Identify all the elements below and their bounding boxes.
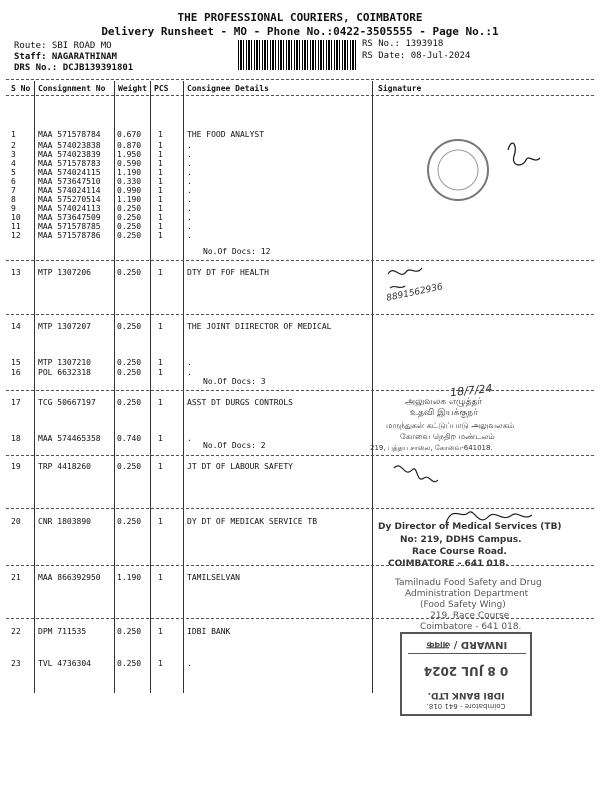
cell-sno: 10 [11,213,21,222]
inward-stamp-bank: IDBI BANK LTD. [427,690,505,700]
cell-cn: MAA 574024113 [38,204,101,213]
cell-wt: 0.250 [117,268,142,277]
cell-cn: MTP 1307206 [38,268,91,277]
cell-wt: 0.250 [117,358,142,367]
cell-sno: 21 [11,573,21,582]
signature-stroke-icon [394,466,438,482]
cell-cn: MAA 866392950 [38,573,101,582]
cell-details: IDBI BANK [187,627,231,636]
cell-sno: 4 [11,159,16,168]
cell-details: THE JOINT DIIRECTOR OF MEDICAL [187,322,332,331]
food-stamp-line: (Food Safety Wing) [420,600,506,610]
signature-stroke-icon [388,268,422,274]
cell-details: . [187,231,192,240]
cell-details: . [187,150,192,159]
cell-wt: 0.250 [117,213,142,222]
round-seal-icon [428,140,488,200]
food-stamp-line: Tamilnadu Food Safety and Drug [395,578,542,588]
tamil-stamp-line: உதவி இயக்குநர் [410,408,478,418]
cell-cn: MAA 573647509 [38,213,101,222]
cell-details: DY DT OF MEDICAK SERVICE TB [187,517,318,526]
cell-cn: MAA 574465358 [38,434,101,443]
cell-pcs: 1 [158,517,163,526]
cell-wt: 0.990 [117,186,142,195]
cell-wt: 1.190 [117,195,142,204]
cell-cn: MAA 573647510 [38,177,101,186]
col-signature: Signature [378,84,422,93]
col-consignment: Consignment No [38,84,106,93]
cell-cn: MAA 574024114 [38,186,101,195]
column-divider [114,81,115,693]
cell-sno: 2 [11,141,16,150]
cell-cn: MAA 571578783 [38,159,101,168]
cell-wt: 0.250 [117,222,142,231]
cell-wt: 0.250 [117,627,142,636]
cell-sno: 14 [11,322,21,331]
cell-pcs: 1 [158,368,163,377]
cell-details: . [187,659,192,668]
cell-cn: POL 6632318 [38,368,91,377]
cell-details: . [187,159,192,168]
handwritten-phone: 8891562936 [385,282,444,304]
inward-stamp-date: 0 8 JUL 2024 [423,664,509,678]
cell-details: . [187,213,192,222]
cell-pcs: 1 [158,659,163,668]
cell-wt: 0.250 [117,322,142,331]
cell-pcs: 1 [158,159,163,168]
column-divider [372,81,373,693]
group-rule [6,314,594,315]
cell-wt: 1.950 [117,150,142,159]
round-seal-inner-icon [438,150,478,190]
runsheet-subtitle: Delivery Runsheet - MO - Phone No.:0422-3505555 - Page No.:1 [101,25,499,38]
medical-stamp-line: COIMBATORE - 641 018. [388,559,509,569]
drs-number: DRS No.: DCJB139391801 [14,63,134,73]
cell-pcs: 1 [158,222,163,231]
cell-sno: 20 [11,517,21,526]
tamil-stamp-line: கோவை நெதிற மண்டலம் [400,432,495,441]
cell-pcs: 1 [158,462,163,471]
cell-cn: DPM 711535 [38,627,87,636]
cell-pcs: 1 [158,177,163,186]
inward-stamp-address: Coimbatore - 641 018. [426,702,506,710]
cell-sno: 23 [11,659,21,668]
cell-cn: TRP 4418260 [38,462,91,471]
cell-wt: 0.870 [117,141,142,150]
cell-details: . [187,177,192,186]
cell-details: JT DT OF LABOUR SAFETY [187,462,293,471]
cell-details: . [187,358,192,367]
tamil-stamp-line: 219, புத்தய சாலை, கோவை-641018. [370,444,493,452]
cell-cn: MAA 571578785 [38,222,101,231]
cell-cn: MTP 1307210 [38,358,91,367]
cell-cn: MAA 574024115 [38,168,101,177]
header-rule [6,95,594,96]
cell-pcs: 1 [158,573,163,582]
cell-pcs: 1 [158,398,163,407]
cell-pcs: 1 [158,141,163,150]
cell-pcs: 1 [158,434,163,443]
handwritten-date: 18/7/24 [449,381,493,400]
cell-sno: 12 [11,231,21,240]
group-rule [6,390,594,391]
rs-date: RS Date: 08-Jul-2024 [362,51,471,61]
cell-pcs: 1 [158,195,163,204]
cell-cn: MAA 575270514 [38,195,101,204]
cell-pcs: 1 [158,130,163,139]
cell-wt: 0.740 [117,434,142,443]
cell-wt: 0.250 [117,659,142,668]
cell-pcs: 1 [158,150,163,159]
cell-pcs: 1 [158,213,163,222]
cell-sno: 18 [11,434,21,443]
cell-cn: MAA 574023838 [38,141,101,150]
cell-sno: 5 [11,168,16,177]
cell-sno: 8 [11,195,16,204]
cell-sno: 22 [11,627,21,636]
cell-sno: 11 [11,222,21,231]
cell-wt: 0.250 [117,204,142,213]
cell-wt: 0.250 [117,517,142,526]
cell-details: . [187,168,192,177]
cell-details: . [187,141,192,150]
cell-pcs: 1 [158,204,163,213]
cell-pcs: 1 [158,231,163,240]
medical-stamp-line: No: 219, DDHS Campus. [400,535,522,545]
col-details: Consignee Details [187,84,269,93]
column-divider [183,81,184,693]
cell-sno: 9 [11,204,16,213]
medical-stamp-line: Dy Director of Medical Services (TB) [378,522,562,532]
cell-sno: 16 [11,368,21,377]
cell-wt: 1.190 [117,573,142,582]
cell-details: DTY DT FOF HEALTH [187,268,269,277]
table-top-rule [6,79,594,80]
staff-label: Staff: NAGARATHINAM [14,52,117,62]
cell-wt: 0.250 [117,398,142,407]
cell-cn: MAA 574023839 [38,150,101,159]
signature-stroke-icon [508,143,540,165]
group-rule [6,455,594,456]
signature-stroke-icon [390,286,405,288]
cell-sno: 17 [11,398,21,407]
cell-details: . [187,195,192,204]
food-stamp-line: Administration Department [405,589,529,599]
cell-details: ASST DT DURGS CONTROLS [187,398,293,407]
cell-wt: 1.190 [117,168,142,177]
route-label: Route: SBI ROAD MO [14,41,112,51]
col-sno: S No [11,84,31,93]
column-divider [150,81,151,693]
cell-details: . [187,222,192,231]
food-stamp-line: 219, Race Course [430,611,510,621]
cell-pcs: 1 [158,186,163,195]
cell-sno: 13 [11,268,21,277]
cell-wt: 0.330 [117,177,142,186]
cell-wt: 0.250 [117,231,142,240]
cell-cn: TCG 50667197 [38,398,96,407]
cell-details: . [187,186,192,195]
medical-stamp-line: Race Course Road. [412,547,507,557]
column-divider [34,81,35,693]
cell-cn: TVL 4736304 [38,659,91,668]
tamil-stamp-line: மருந்துகள் கட்டுப்பாடு அலுவலகம் [386,421,515,430]
signature-food-analyst [420,120,550,215]
cell-cn: MAA 571578784 [38,130,101,139]
cell-wt: 0.670 [117,130,142,139]
cell-sno: 7 [11,186,16,195]
inward-stamp [400,632,532,716]
cell-wt: 0.250 [117,368,142,377]
barcode [238,40,356,70]
tamil-stamp-line: அலுவலக எழுத்தர் [405,397,483,407]
cell-wt: 0.590 [117,159,142,168]
cell-pcs: 1 [158,268,163,277]
cell-details: . [187,368,192,377]
cell-sno: 15 [11,358,21,367]
col-pcs: PCS [154,84,169,93]
doc-count: No.Of Docs: 3 [203,377,266,386]
cell-cn: MTP 1307207 [38,322,91,331]
cell-cn: MAA 571578786 [38,231,101,240]
cell-pcs: 1 [158,322,163,331]
inward-stamp-title: INWARD / आवक [408,639,526,654]
cell-sno: 6 [11,177,16,186]
signature-labour [388,458,448,503]
cell-pcs: 1 [158,627,163,636]
cell-details: THE FOOD ANALYST [187,130,265,139]
rs-number: RS No.: 1393918 [362,39,444,49]
company-title: THE PROFESSIONAL COURIERS, COIMBATORE [177,11,423,24]
cell-sno: 19 [11,462,21,471]
cell-cn: CNR 1803890 [38,517,91,526]
doc-count: No.Of Docs: 12 [203,247,271,256]
cell-pcs: 1 [158,358,163,367]
cell-pcs: 1 [158,168,163,177]
group-rule [6,260,594,261]
food-stamp-line: Coimbatore - 641 018. [420,622,522,632]
cell-details: . [187,204,192,213]
cell-details: TAMILSELVAN [187,573,240,582]
col-weight: Weight [118,84,147,93]
cell-sno: 3 [11,150,16,159]
cell-sno: 1 [11,130,16,139]
cell-details: . [187,434,192,443]
cell-wt: 0.250 [117,462,142,471]
doc-count: No.Of Docs: 2 [203,441,266,450]
